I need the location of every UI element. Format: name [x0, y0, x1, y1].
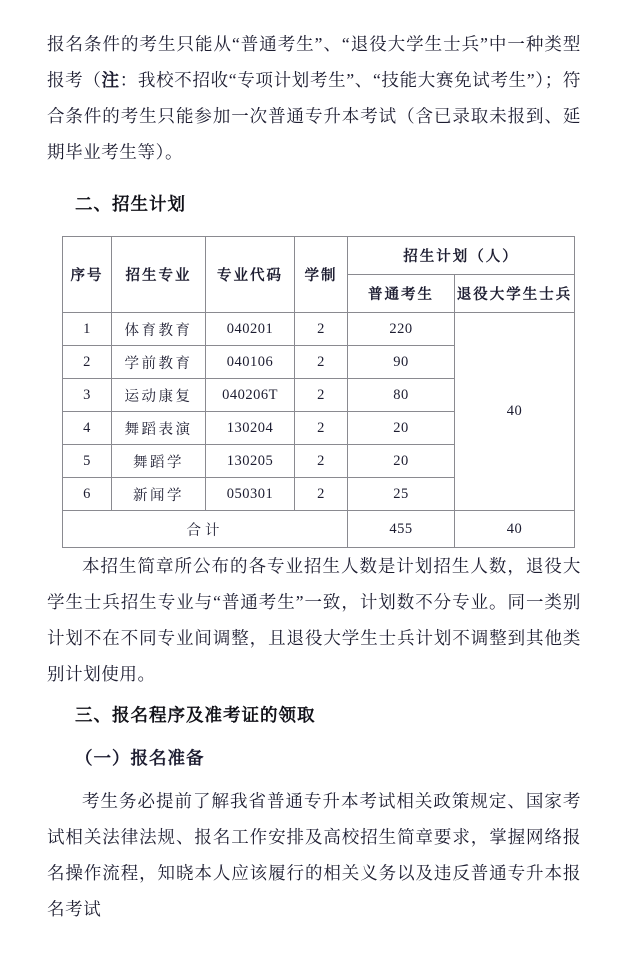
cell-seq: 1	[63, 313, 112, 346]
cell-seq: 5	[63, 445, 112, 478]
table-header-veteran: 退役大学生士兵	[455, 275, 575, 313]
table-row	[63, 313, 575, 346]
plan-table-container	[62, 236, 574, 548]
cell-normal: 80	[348, 379, 455, 412]
cell-normal: 20	[348, 412, 455, 445]
cell-normal: 25	[348, 478, 455, 511]
enrollment-plan-table	[62, 236, 575, 548]
cell-normal: 20	[348, 445, 455, 478]
cell-major: 新闻学	[112, 478, 206, 511]
cell-length: 2	[295, 346, 348, 379]
cell-major: 运动康复	[112, 379, 206, 412]
cell-normal: 220	[348, 313, 455, 346]
section-heading-plan-text: 二、招生计划	[75, 194, 186, 214]
cell-code: 040201	[206, 313, 295, 346]
table-header-plan-group: 招生计划（人）	[348, 237, 575, 275]
cell-code: 050301	[206, 478, 295, 511]
table-header-major: 招生专业	[112, 237, 206, 313]
cell-code: 130205	[206, 445, 295, 478]
table-header-length: 学制	[295, 237, 348, 313]
cell-seq: 2	[63, 346, 112, 379]
cell-total-label: 合计	[63, 511, 348, 548]
cell-code: 040206T	[206, 379, 295, 412]
cell-length: 2	[295, 379, 348, 412]
section-heading-procedure-text: 三、报名程序及准考证的领取	[75, 705, 316, 725]
cell-code: 040106	[206, 346, 295, 379]
subsection-heading-preparation-text: （一）报名准备	[75, 748, 205, 768]
cell-seq: 3	[63, 379, 112, 412]
subsection-heading-preparation	[47, 740, 581, 776]
cell-code: 130204	[206, 412, 295, 445]
cell-seq: 6	[63, 478, 112, 511]
cell-total-normal: 455	[348, 511, 455, 548]
table-total-row	[63, 511, 575, 548]
table-header-row-1	[63, 237, 575, 275]
intro-paragraph-part1: 报名条件的考生只能从“普通考生”、“退役大学生士兵”中一种类型报考（	[47, 34, 581, 90]
table-body	[63, 313, 575, 511]
plan-note-paragraph-text: 本招生简章所公布的各专业招生人数是计划招生人数，退役大学生士兵招生专业与“普通考生”一致，计划数不分专业。同一类别计划不在不同专业间调整，且退役大学生士兵计划不调整到其他类别计划使用。	[47, 556, 581, 684]
cell-major: 学前教育	[112, 346, 206, 379]
cell-seq: 4	[63, 412, 112, 445]
intro-paragraph-part2: ：我校不招收“专项计划考生”、“技能大赛免试考生”）；符合条件的考生只能参加一次普通专升本考试（含已录取未报到、延期毕业考生等）。	[47, 70, 581, 162]
intro-paragraph	[47, 26, 581, 170]
plan-note-paragraph	[47, 548, 581, 692]
cell-total-veteran: 40	[455, 511, 575, 548]
cell-length: 2	[295, 478, 348, 511]
table-header-code: 专业代码	[206, 237, 295, 313]
section-heading-plan	[47, 186, 581, 222]
table-header	[63, 237, 575, 313]
cell-length: 2	[295, 313, 348, 346]
table-header-seq: 序号	[63, 237, 112, 313]
cell-major: 体育教育	[112, 313, 206, 346]
cell-length: 2	[295, 412, 348, 445]
table-footer	[63, 511, 575, 548]
cell-major: 舞蹈表演	[112, 412, 206, 445]
intro-paragraph-bold-note: 注	[101, 70, 120, 90]
table-header-normal: 普通考生	[348, 275, 455, 313]
intro-paragraph-text	[47, 26, 581, 170]
cell-veteran-span: 40	[455, 313, 575, 511]
preparation-paragraph	[47, 783, 581, 927]
cell-length: 2	[295, 445, 348, 478]
preparation-paragraph-text: 考生务必提前了解我省普通专升本考试相关政策规定、国家考试相关法律法规、报名工作安排及高校招生简章要求，掌握网络报名操作流程，知晓本人应该履行的相关义务以及违反普通专升本报名考试	[47, 791, 581, 919]
cell-normal: 90	[348, 346, 455, 379]
section-heading-procedure	[47, 697, 581, 733]
cell-major: 舞蹈学	[112, 445, 206, 478]
